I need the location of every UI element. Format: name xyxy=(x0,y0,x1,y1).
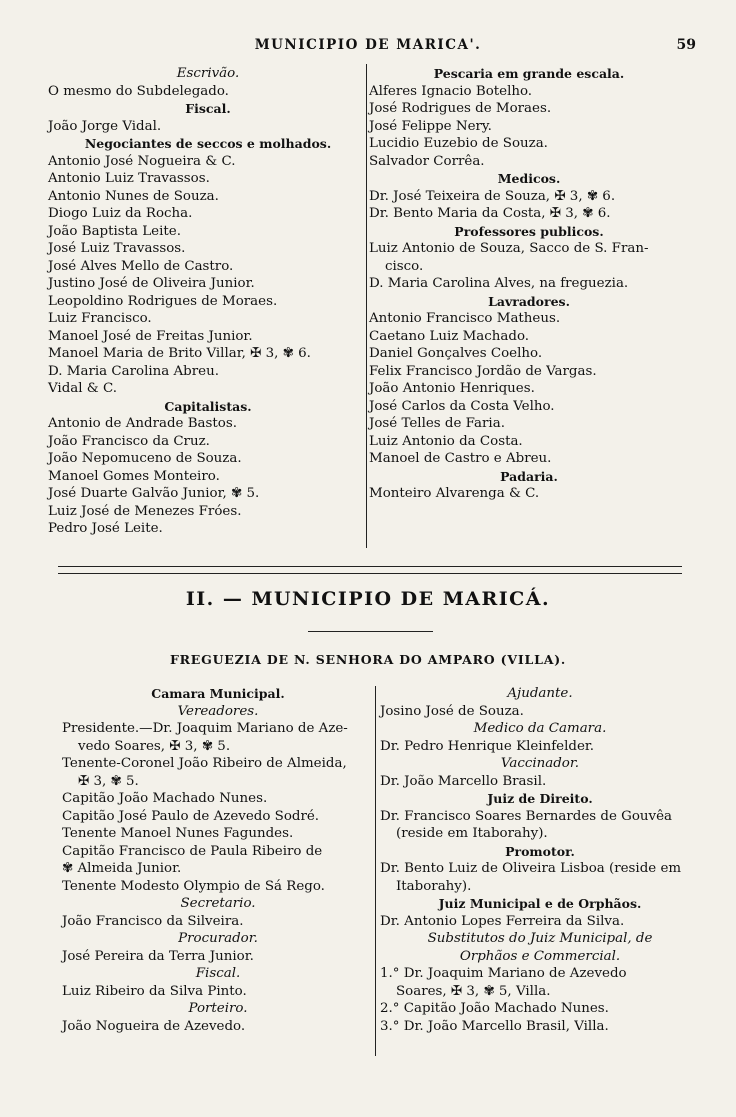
entry-line: Manoel José de Freitas Junior. xyxy=(48,328,253,344)
entry-line: Dr. Bento Luiz de Oliveira Lisboa (reside em xyxy=(380,861,682,876)
section-title: II. — MUNICIPIO DE MARICÁ. xyxy=(185,588,551,610)
office-heading: Substitutos do Juiz Municipal, de xyxy=(427,931,653,946)
entry-line: D. Maria Carolina Abreu. xyxy=(48,363,219,379)
entry-line: José Telles de Faria. xyxy=(369,416,505,431)
entry-line: Dr. Pedro Henrique Kleinfelder. xyxy=(380,738,595,754)
office-heading: Ajudante. xyxy=(507,686,573,701)
lower-left-column xyxy=(62,685,374,1035)
section-double-rule xyxy=(58,566,682,574)
entry-line: D. Maria Carolina Alves, na freguezia. xyxy=(369,276,629,291)
entry-line: Antonio Nunes de Souza. xyxy=(48,188,219,204)
office-heading: Secretario. xyxy=(180,896,256,911)
office-heading: Fiscal. xyxy=(195,966,241,981)
entry-line: Lucidio Euzebio de Souza. xyxy=(369,136,548,151)
entry-line: Monteiro Alvarenga & C. xyxy=(369,486,540,501)
section-heading: Juiz de Direito. xyxy=(487,791,593,806)
section-heading: Capitalistas. xyxy=(164,398,252,414)
entry-line: Alferes Ignacio Botelho. xyxy=(369,83,533,99)
section-heading: Medicos. xyxy=(497,171,561,186)
office-heading: Vereadores. xyxy=(177,703,259,719)
running-title: MUNICIPIO DE MARICA'. xyxy=(254,37,482,53)
entry-line: José Pereira da Terra Junior. xyxy=(62,948,254,964)
entry-continuation: (reside em Itaborahy). xyxy=(396,826,548,841)
entry-continuation: ✠ 3, ✾ 5. xyxy=(78,773,139,789)
entry-line: Antonio de Andrade Bastos. xyxy=(48,416,237,431)
office-heading: Procurador. xyxy=(178,931,258,946)
entry-line: João Nogueira de Azevedo. xyxy=(62,1018,246,1034)
entry-continuation: cisco. xyxy=(385,258,424,274)
entry-line: João Antonio Henriques. xyxy=(369,381,535,396)
entry-line: João Baptista Leite. xyxy=(48,223,181,239)
entry-line: João Francisco da Cruz. xyxy=(48,433,210,449)
office-heading: Porteiro. xyxy=(188,1001,248,1016)
entry-line: José Rodrigues de Moraes. xyxy=(369,101,552,116)
entry-line: Tenente Modesto Olympio de Sá Rego. xyxy=(62,878,325,894)
entry-line: Antonio Francisco Matheus. xyxy=(369,311,561,326)
title-underline xyxy=(308,631,433,632)
upper-right-column xyxy=(369,65,689,503)
entry-line: Justino José de Oliveira Junior. xyxy=(48,276,255,291)
entry-line: Presidente.—Dr. Joaquim Mariano de Aze- xyxy=(62,721,348,736)
section-heading: Promotor. xyxy=(505,843,575,859)
entry-line: Luiz José de Menezes Fróes. xyxy=(48,503,242,519)
entry-line: Tenente Manoel Nunes Fagundes. xyxy=(62,826,294,841)
office-heading: Medico da Camara. xyxy=(473,721,607,736)
entry-line: José Alves Mello de Castro. xyxy=(48,258,234,274)
running-header xyxy=(0,37,736,57)
section-heading: Lavradores. xyxy=(488,293,570,309)
office-heading: Vaccinador. xyxy=(500,756,580,771)
entry-line: Capitão José Paulo de Azevedo Sodré. xyxy=(62,808,320,824)
entry-line: Caetano Luiz Machado. xyxy=(369,328,530,344)
entry-line: João Francisco da Silveira. xyxy=(62,913,244,929)
entry-line: Dr. Bento Maria da Costa, ✠ 3, ✾ 6. xyxy=(369,206,611,221)
entry-line: José Duarte Galvão Junior, ✾ 5. xyxy=(48,486,260,501)
entry-line: Luiz Antonio da Costa. xyxy=(369,433,523,449)
entry-line: Capitão João Machado Nunes. xyxy=(62,791,268,806)
entry-line: 1.° Dr. Joaquim Mariano de Azevedo xyxy=(380,966,627,981)
entry-line: Capitão Francisco de Paula Ribeiro de xyxy=(62,843,323,859)
entry-line: José Felippe Nery. xyxy=(369,118,492,134)
upper-column-divider xyxy=(366,64,367,548)
office-heading: Escrivão. xyxy=(176,66,240,81)
entry-line: Leopoldino Rodrigues de Moraes. xyxy=(48,293,278,309)
entry-line: Antonio Luiz Travassos. xyxy=(48,171,210,186)
entry-line: Luiz Antonio de Souza, Sacco de S. Fran- xyxy=(369,241,649,256)
entry-line: Luiz Ribeiro da Silva Pinto. xyxy=(62,983,247,999)
entry-line: Daniel Gonçalves Coelho. xyxy=(369,346,543,361)
entry-line: Diogo Luiz da Rocha. xyxy=(48,206,193,221)
entry-line: O mesmo do Subdelegado. xyxy=(48,83,229,99)
entry-continuation: vedo Soares, ✠ 3, ✾ 5. xyxy=(78,738,231,754)
entry-line: Manoel Gomes Monteiro. xyxy=(48,468,220,484)
entry-line: Dr. Francisco Soares Bernardes de Gouvêa xyxy=(380,808,673,824)
entry-line: Dr. João Marcello Brasil. xyxy=(380,773,547,789)
entry-line: Antonio José Nogueira & C. xyxy=(48,153,236,169)
entry-line: Manoel Maria de Brito Villar, ✠ 3, ✾ 6. xyxy=(48,346,311,361)
entry-line: Salvador Corrêa. xyxy=(369,153,485,169)
entry-line: Josino José de Souza. xyxy=(380,703,524,719)
section-heading: Camara Municipal. xyxy=(151,686,285,701)
lower-column-divider xyxy=(375,686,376,1056)
entry-line: José Carlos da Costa Velho. xyxy=(369,398,555,414)
lower-right-column xyxy=(380,685,700,1035)
entry-line: 2.° Capitão João Machado Nunes. xyxy=(380,1001,609,1016)
office-heading: Orphãos e Commercial. xyxy=(459,948,621,964)
section-heading: Juiz Municipal e de Orphãos. xyxy=(438,896,642,911)
entry-line: Pedro José Leite. xyxy=(48,521,163,536)
entry-line: Dr. José Teixeira de Souza, ✠ 3, ✾ 6. xyxy=(369,188,616,204)
section-heading: Fiscal. xyxy=(185,101,231,116)
entry-continuation: Itaborahy). xyxy=(396,878,472,894)
entry-line: Manoel de Castro e Abreu. xyxy=(369,451,552,466)
section-heading: Pescaria em grande escala. xyxy=(433,66,625,81)
section-heading: Padaria. xyxy=(500,468,558,484)
entry-line: Felix Francisco Jordão de Vargas. xyxy=(369,363,597,379)
entry-continuation: Soares, ✠ 3, ✾ 5, Villa. xyxy=(396,983,551,999)
entry-line: Luiz Francisco. xyxy=(48,311,152,326)
section-heading: Professores publicos. xyxy=(454,223,604,239)
upper-left-column xyxy=(48,65,368,538)
freguezia-heading: FREGUEZIA DE N. SENHORA DO AMPARO (VILLA). xyxy=(169,652,567,667)
entry-line: João Jorge Vidal. xyxy=(48,118,162,134)
entry-line: João Nepomuceno de Souza. xyxy=(48,451,242,466)
entry-line: José Luiz Travassos. xyxy=(48,241,186,256)
entry-line: Tenente-Coronel João Ribeiro de Almeida, xyxy=(62,756,347,771)
entry-line: Dr. Antonio Lopes Ferreira da Silva. xyxy=(380,913,625,929)
entry-line: Vidal & C. xyxy=(48,381,118,396)
page-number: 59 xyxy=(676,37,696,53)
section-heading: Negociantes de seccos e molhados. xyxy=(84,136,332,151)
entry-line: 3.° Dr. João Marcello Brasil, Villa. xyxy=(380,1018,609,1034)
entry-line: ✾ Almeida Junior. xyxy=(62,861,182,876)
